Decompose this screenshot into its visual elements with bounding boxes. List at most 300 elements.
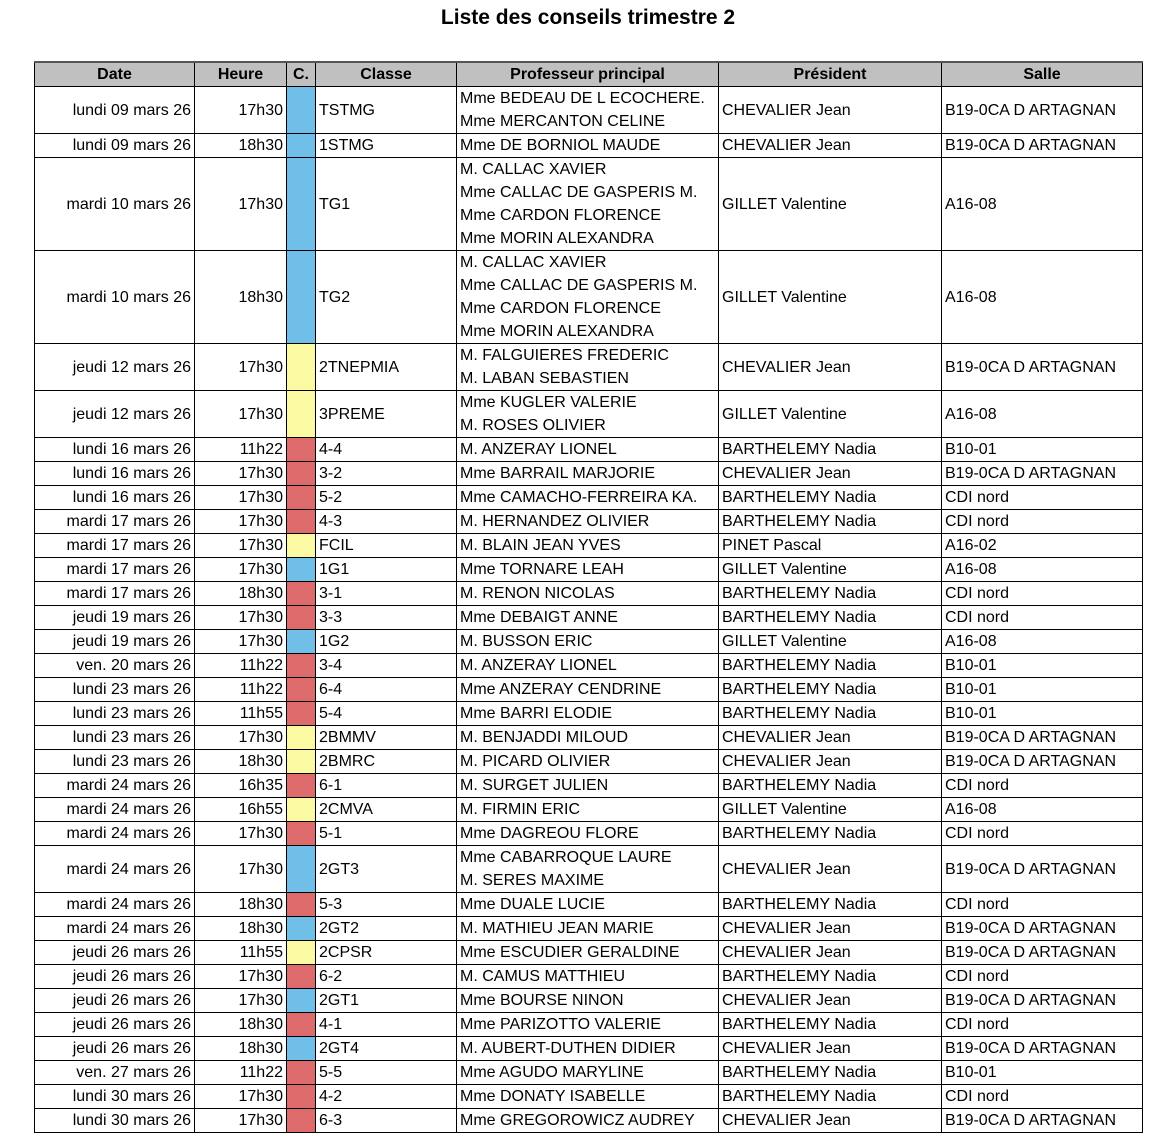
header-class: Classe	[316, 62, 457, 87]
class-cell: 5-5	[316, 1061, 457, 1085]
room-cell: B10-01	[942, 1061, 1143, 1085]
teacher-cell	[457, 158, 719, 251]
president-cell: BARTHELEMY Nadia	[719, 1061, 942, 1085]
teacher-name: Mme CABARROQUE LAURE	[460, 849, 672, 866]
date-cell: jeudi 26 mars 26	[35, 965, 195, 989]
date-cell: jeudi 26 mars 26	[35, 989, 195, 1013]
room-cell: B19-0CA D ARTAGNAN	[942, 846, 1143, 893]
table-row	[35, 1013, 1143, 1037]
color-code-cell	[287, 606, 316, 630]
date-cell: ven. 20 mars 26	[35, 654, 195, 678]
date-cell: mardi 24 mars 26	[35, 822, 195, 846]
table-row	[35, 822, 1143, 846]
president-cell: GILLET Valentine	[719, 251, 942, 344]
class-cell: TSTMG	[316, 87, 457, 134]
color-code-cell	[287, 750, 316, 774]
time-cell: 17h30	[195, 391, 287, 438]
teacher-name: Mme CARDON FLORENCE	[460, 207, 661, 224]
teacher-cell	[457, 1109, 719, 1133]
class-cell: 5-2	[316, 486, 457, 510]
president-cell: CHEVALIER Jean	[719, 750, 942, 774]
table-row	[35, 344, 1143, 391]
room-cell: B10-01	[942, 438, 1143, 462]
color-code-cell	[287, 1037, 316, 1061]
time-cell: 17h30	[195, 846, 287, 893]
table-row	[35, 917, 1143, 941]
teacher-cell	[457, 989, 719, 1013]
time-cell: 17h30	[195, 989, 287, 1013]
header-color: C.	[287, 62, 316, 87]
table-row	[35, 774, 1143, 798]
header-teacher: Professeur principal	[457, 62, 719, 87]
date-cell: lundi 23 mars 26	[35, 726, 195, 750]
president-cell: BARTHELEMY Nadia	[719, 510, 942, 534]
teacher-cell	[457, 893, 719, 917]
teacher-name: M. BENJADDI MILOUD	[460, 729, 629, 746]
time-cell: 11h22	[195, 654, 287, 678]
president-cell: BARTHELEMY Nadia	[719, 654, 942, 678]
table-row	[35, 630, 1143, 654]
color-code-cell	[287, 1085, 316, 1109]
date-cell: mardi 24 mars 26	[35, 917, 195, 941]
date-cell: lundi 30 mars 26	[35, 1109, 195, 1133]
color-code-cell	[287, 654, 316, 678]
class-cell: 4-2	[316, 1085, 457, 1109]
teacher-name: M. CAMUS MATTHIEU	[460, 968, 626, 985]
header-president: Président	[719, 62, 942, 87]
teacher-name: Mme MORIN ALEXANDRA	[460, 230, 654, 247]
time-cell: 17h30	[195, 486, 287, 510]
color-code-cell	[287, 158, 316, 251]
header-room: Salle	[942, 62, 1143, 87]
color-code-cell	[287, 917, 316, 941]
teacher-name: Mme KUGLER VALERIE	[460, 394, 637, 411]
teacher-name: Mme ANZERAY CENDRINE	[460, 681, 662, 698]
color-code-cell	[287, 989, 316, 1013]
table-row	[35, 941, 1143, 965]
teacher-name: Mme CARDON FLORENCE	[460, 300, 661, 317]
table-row	[35, 391, 1143, 438]
time-cell: 17h30	[195, 87, 287, 134]
teacher-name: M. ROSES OLIVIER	[460, 417, 606, 434]
table-row	[35, 134, 1143, 158]
time-cell: 18h30	[195, 1037, 287, 1061]
date-cell: mardi 17 mars 26	[35, 582, 195, 606]
president-cell: BARTHELEMY Nadia	[719, 965, 942, 989]
date-cell: jeudi 26 mars 26	[35, 1037, 195, 1061]
table-row	[35, 798, 1143, 822]
room-cell: B19-0CA D ARTAGNAN	[942, 917, 1143, 941]
teacher-name: Mme PARIZOTTO VALERIE	[460, 1016, 661, 1033]
president-cell: BARTHELEMY Nadia	[719, 438, 942, 462]
date-cell: mardi 17 mars 26	[35, 558, 195, 582]
class-cell: 2GT3	[316, 846, 457, 893]
time-cell: 17h30	[195, 822, 287, 846]
color-code-cell	[287, 941, 316, 965]
color-code-cell	[287, 774, 316, 798]
time-cell: 17h30	[195, 1109, 287, 1133]
room-cell: B19-0CA D ARTAGNAN	[942, 941, 1143, 965]
class-cell: 6-2	[316, 965, 457, 989]
room-cell: B10-01	[942, 702, 1143, 726]
teacher-cell	[457, 941, 719, 965]
teacher-name: Mme BEDEAU DE L ECOCHERE.	[460, 90, 705, 107]
date-cell: mardi 17 mars 26	[35, 510, 195, 534]
teacher-name: M. FIRMIN ERIC	[460, 801, 580, 818]
time-cell: 11h22	[195, 438, 287, 462]
class-cell: 3PREME	[316, 391, 457, 438]
date-cell: lundi 30 mars 26	[35, 1085, 195, 1109]
class-cell: 6-3	[316, 1109, 457, 1133]
teacher-cell	[457, 965, 719, 989]
date-cell: ven. 27 mars 26	[35, 1061, 195, 1085]
time-cell: 17h30	[195, 630, 287, 654]
color-code-cell	[287, 344, 316, 391]
teacher-name: Mme BARRAIL MARJORIE	[460, 465, 655, 482]
color-code-cell	[287, 558, 316, 582]
teacher-name: Mme DEBAIGT ANNE	[460, 609, 618, 626]
president-cell: CHEVALIER Jean	[719, 1037, 942, 1061]
president-cell: BARTHELEMY Nadia	[719, 822, 942, 846]
time-cell: 18h30	[195, 582, 287, 606]
color-code-cell	[287, 1013, 316, 1037]
date-cell: mardi 24 mars 26	[35, 893, 195, 917]
room-cell: CDI nord	[942, 893, 1143, 917]
class-cell: 5-3	[316, 893, 457, 917]
president-cell: BARTHELEMY Nadia	[719, 1085, 942, 1109]
teacher-name: M. BLAIN JEAN YVES	[460, 537, 621, 554]
table-row	[35, 750, 1143, 774]
date-cell: mardi 24 mars 26	[35, 846, 195, 893]
president-cell: CHEVALIER Jean	[719, 1109, 942, 1133]
table-row	[35, 87, 1143, 134]
header-date: Date	[35, 62, 195, 87]
table-row	[35, 893, 1143, 917]
president-cell: CHEVALIER Jean	[719, 134, 942, 158]
teacher-name: Mme TORNARE LEAH	[460, 561, 624, 578]
room-cell: B19-0CA D ARTAGNAN	[942, 726, 1143, 750]
teacher-cell	[457, 1013, 719, 1037]
president-cell: GILLET Valentine	[719, 798, 942, 822]
room-cell: A16-08	[942, 391, 1143, 438]
teacher-name: Mme AGUDO MARYLINE	[460, 1064, 644, 1081]
president-cell: CHEVALIER Jean	[719, 941, 942, 965]
class-cell: 3-1	[316, 582, 457, 606]
teacher-name: M. LABAN SEBASTIEN	[460, 370, 629, 387]
color-code-cell	[287, 798, 316, 822]
teacher-name: Mme CALLAC DE GASPERIS M.	[460, 277, 698, 294]
class-cell: 4-3	[316, 510, 457, 534]
date-cell: lundi 23 mars 26	[35, 702, 195, 726]
class-cell: 4-4	[316, 438, 457, 462]
president-cell: CHEVALIER Jean	[719, 726, 942, 750]
time-cell: 18h30	[195, 917, 287, 941]
time-cell: 18h30	[195, 1013, 287, 1037]
teacher-cell	[457, 702, 719, 726]
teacher-name: Mme GREGOROWICZ AUDREY	[460, 1112, 695, 1129]
president-cell: BARTHELEMY Nadia	[719, 1013, 942, 1037]
header-row	[35, 62, 1143, 87]
page-title: Liste des conseils trimestre 2	[440, 6, 736, 29]
color-code-cell	[287, 134, 316, 158]
color-code-cell	[287, 822, 316, 846]
time-cell: 17h30	[195, 510, 287, 534]
teacher-name: M. AUBERT-DUTHEN DIDIER	[460, 1040, 676, 1057]
table-row	[35, 438, 1143, 462]
time-cell: 17h30	[195, 965, 287, 989]
president-cell: GILLET Valentine	[719, 158, 942, 251]
color-code-cell	[287, 438, 316, 462]
president-cell: BARTHELEMY Nadia	[719, 582, 942, 606]
class-cell: 2BMRC	[316, 750, 457, 774]
date-cell: mardi 24 mars 26	[35, 798, 195, 822]
president-cell: BARTHELEMY Nadia	[719, 678, 942, 702]
time-cell: 17h30	[195, 344, 287, 391]
color-code-cell	[287, 1109, 316, 1133]
color-code-cell	[287, 893, 316, 917]
date-cell: lundi 16 mars 26	[35, 462, 195, 486]
teacher-name: M. RENON NICOLAS	[460, 585, 615, 602]
table-row	[35, 251, 1143, 344]
room-cell: CDI nord	[942, 774, 1143, 798]
table-row	[35, 678, 1143, 702]
class-cell: 4-1	[316, 1013, 457, 1037]
room-cell: CDI nord	[942, 606, 1143, 630]
teacher-cell	[457, 726, 719, 750]
date-cell: jeudi 26 mars 26	[35, 941, 195, 965]
time-cell: 18h30	[195, 134, 287, 158]
teacher-name: Mme CALLAC DE GASPERIS M.	[460, 184, 698, 201]
table-row	[35, 582, 1143, 606]
teacher-cell	[457, 654, 719, 678]
class-cell: FCIL	[316, 534, 457, 558]
teacher-name: Mme DAGREOU FLORE	[460, 825, 639, 842]
class-cell: 2CMVA	[316, 798, 457, 822]
color-code-cell	[287, 965, 316, 989]
teacher-cell	[457, 630, 719, 654]
color-code-cell	[287, 251, 316, 344]
date-cell: jeudi 19 mars 26	[35, 630, 195, 654]
time-cell: 16h35	[195, 774, 287, 798]
class-cell: 2GT4	[316, 1037, 457, 1061]
class-cell: TG2	[316, 251, 457, 344]
teacher-cell	[457, 917, 719, 941]
class-cell: 2BMMV	[316, 726, 457, 750]
room-cell: CDI nord	[942, 822, 1143, 846]
time-cell: 17h30	[195, 534, 287, 558]
teacher-name: M. MATHIEU JEAN MARIE	[460, 920, 654, 937]
teacher-cell	[457, 87, 719, 134]
time-cell: 17h30	[195, 558, 287, 582]
class-cell: 5-4	[316, 702, 457, 726]
table-row	[35, 1109, 1143, 1133]
room-cell: CDI nord	[942, 965, 1143, 989]
class-cell: 6-4	[316, 678, 457, 702]
time-cell: 18h30	[195, 251, 287, 344]
class-cell: 1G2	[316, 630, 457, 654]
teacher-name: M. HERNANDEZ OLIVIER	[460, 513, 650, 530]
teacher-cell	[457, 822, 719, 846]
date-cell: lundi 23 mars 26	[35, 678, 195, 702]
color-code-cell	[287, 87, 316, 134]
room-cell: A16-02	[942, 534, 1143, 558]
room-cell: A16-08	[942, 558, 1143, 582]
date-cell: jeudi 12 mars 26	[35, 344, 195, 391]
time-cell: 17h30	[195, 462, 287, 486]
room-cell: B19-0CA D ARTAGNAN	[942, 462, 1143, 486]
teacher-name: M. PICARD OLIVIER	[460, 753, 611, 770]
color-code-cell	[287, 846, 316, 893]
class-cell: 2GT1	[316, 989, 457, 1013]
teacher-cell	[457, 558, 719, 582]
teacher-name: M. BUSSON ERIC	[460, 633, 593, 650]
time-cell: 18h30	[195, 750, 287, 774]
room-cell: A16-08	[942, 630, 1143, 654]
time-cell: 17h30	[195, 158, 287, 251]
table-row	[35, 1061, 1143, 1085]
room-cell: A16-08	[942, 251, 1143, 344]
teacher-cell	[457, 134, 719, 158]
time-cell: 11h22	[195, 678, 287, 702]
teacher-name: Mme BOURSE NINON	[460, 992, 624, 1009]
date-cell: jeudi 26 mars 26	[35, 1013, 195, 1037]
class-cell: 1STMG	[316, 134, 457, 158]
room-cell: CDI nord	[942, 582, 1143, 606]
room-cell: CDI nord	[942, 1085, 1143, 1109]
table-row	[35, 726, 1143, 750]
teacher-cell	[457, 534, 719, 558]
color-code-cell	[287, 510, 316, 534]
president-cell: PINET Pascal	[719, 534, 942, 558]
president-cell: BARTHELEMY Nadia	[719, 486, 942, 510]
class-cell: 3-3	[316, 606, 457, 630]
class-cell: 2TNEPMIA	[316, 344, 457, 391]
room-cell: B19-0CA D ARTAGNAN	[942, 1037, 1143, 1061]
teacher-cell	[457, 678, 719, 702]
time-cell: 17h30	[195, 1085, 287, 1109]
teacher-name: Mme CAMACHO-FERREIRA KA.	[460, 489, 698, 506]
teacher-name: M. ANZERAY LIONEL	[460, 441, 617, 458]
time-cell: 11h55	[195, 941, 287, 965]
color-code-cell	[287, 534, 316, 558]
date-cell: jeudi 19 mars 26	[35, 606, 195, 630]
councils-table	[34, 61, 1143, 1133]
date-cell: mardi 24 mars 26	[35, 774, 195, 798]
time-cell: 17h30	[195, 726, 287, 750]
president-cell: BARTHELEMY Nadia	[719, 606, 942, 630]
president-cell: CHEVALIER Jean	[719, 989, 942, 1013]
class-cell: 2CPSR	[316, 941, 457, 965]
teacher-name: M. CALLAC XAVIER	[460, 161, 607, 178]
teacher-cell	[457, 462, 719, 486]
teacher-cell	[457, 582, 719, 606]
president-cell: BARTHELEMY Nadia	[719, 893, 942, 917]
class-cell: 1G1	[316, 558, 457, 582]
header-time: Heure	[195, 62, 287, 87]
teacher-cell	[457, 344, 719, 391]
room-cell: B19-0CA D ARTAGNAN	[942, 750, 1143, 774]
class-cell: 2GT2	[316, 917, 457, 941]
time-cell: 18h30	[195, 893, 287, 917]
teacher-name: M. CALLAC XAVIER	[460, 254, 607, 271]
room-cell: A16-08	[942, 798, 1143, 822]
room-cell: B10-01	[942, 678, 1143, 702]
color-code-cell	[287, 726, 316, 750]
room-cell: B19-0CA D ARTAGNAN	[942, 989, 1143, 1013]
teacher-cell	[457, 798, 719, 822]
table-row	[35, 486, 1143, 510]
teacher-cell	[457, 1061, 719, 1085]
time-cell: 11h22	[195, 1061, 287, 1085]
teacher-cell	[457, 606, 719, 630]
color-code-cell	[287, 486, 316, 510]
teacher-cell	[457, 486, 719, 510]
table-row	[35, 965, 1143, 989]
teacher-cell	[457, 510, 719, 534]
teacher-cell	[457, 846, 719, 893]
teacher-name: Mme DUALE LUCIE	[460, 896, 605, 913]
teacher-name: Mme MERCANTON CELINE	[460, 113, 666, 130]
table-row	[35, 654, 1143, 678]
teacher-cell	[457, 1085, 719, 1109]
teacher-name: M. SURGET JULIEN	[460, 777, 609, 794]
president-cell: BARTHELEMY Nadia	[719, 774, 942, 798]
room-cell: CDI nord	[942, 510, 1143, 534]
class-cell: 6-1	[316, 774, 457, 798]
president-cell: CHEVALIER Jean	[719, 462, 942, 486]
table-row	[35, 558, 1143, 582]
president-cell: CHEVALIER Jean	[719, 846, 942, 893]
color-code-cell	[287, 582, 316, 606]
color-code-cell	[287, 391, 316, 438]
teacher-name: Mme ESCUDIER GERALDINE	[460, 944, 680, 961]
class-cell: 3-4	[316, 654, 457, 678]
teacher-cell	[457, 391, 719, 438]
president-cell: GILLET Valentine	[719, 630, 942, 654]
table-row	[35, 1037, 1143, 1061]
class-cell: 3-2	[316, 462, 457, 486]
table-row	[35, 510, 1143, 534]
time-cell: 16h55	[195, 798, 287, 822]
table-row	[35, 989, 1143, 1013]
teacher-cell	[457, 251, 719, 344]
room-cell: CDI nord	[942, 1013, 1143, 1037]
class-cell: TG1	[316, 158, 457, 251]
date-cell: lundi 23 mars 26	[35, 750, 195, 774]
president-cell: GILLET Valentine	[719, 391, 942, 438]
room-cell: B19-0CA D ARTAGNAN	[942, 87, 1143, 134]
table-row	[35, 1085, 1143, 1109]
date-cell: jeudi 12 mars 26	[35, 391, 195, 438]
table-row	[35, 462, 1143, 486]
color-code-cell	[287, 702, 316, 726]
date-cell: lundi 09 mars 26	[35, 87, 195, 134]
time-cell: 17h30	[195, 606, 287, 630]
room-cell: CDI nord	[942, 486, 1143, 510]
room-cell: A16-08	[942, 158, 1143, 251]
table-row	[35, 846, 1143, 893]
teacher-name: Mme MORIN ALEXANDRA	[460, 323, 654, 340]
color-code-cell	[287, 1061, 316, 1085]
teacher-name: Mme BARRI ELODIE	[460, 705, 613, 722]
president-cell: CHEVALIER Jean	[719, 344, 942, 391]
room-cell: B10-01	[942, 654, 1143, 678]
color-code-cell	[287, 630, 316, 654]
room-cell: B19-0CA D ARTAGNAN	[942, 344, 1143, 391]
room-cell: B19-0CA D ARTAGNAN	[942, 134, 1143, 158]
president-cell: GILLET Valentine	[719, 558, 942, 582]
president-cell: BARTHELEMY Nadia	[719, 702, 942, 726]
